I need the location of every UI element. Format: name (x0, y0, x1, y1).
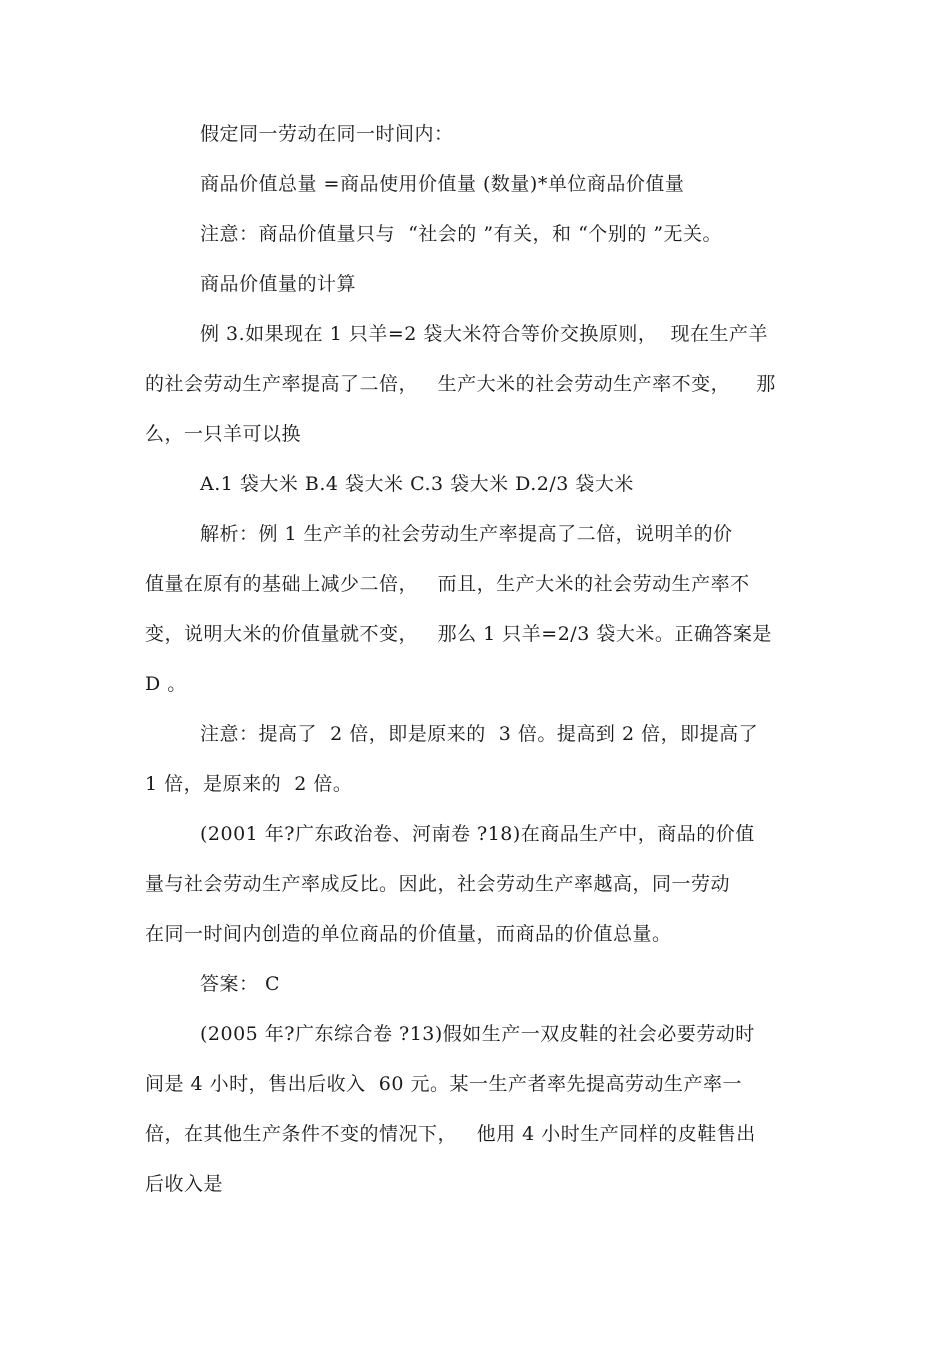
question-2001-line-2: 量与社会劳动生产率成反比。因此，社会劳动生产率越高，同一劳动 (145, 873, 731, 895)
note-line: 注意：商品价值量只与 “社会的 ”有关，和 “个别的 ”无关。 (200, 223, 723, 245)
question-2001-line-1: (2001 年?广东政治卷、河南卷 ?18)在商品生产中，商品的价值 (200, 823, 755, 845)
question-2005-line-1: (2005 年?广东综合卷 ?13)假如生产一双皮鞋的社会必要劳动时 (200, 1023, 755, 1045)
question-2005-line-2: 间是 4 小时，售出后收入 60 元。某一生产者率先提高劳动生产率一 (145, 1073, 742, 1095)
analysis-line-2: 值量在原有的基础上减少二倍， 而且，生产大米的社会劳动生产率不 (145, 573, 750, 595)
example-line-2: 的社会劳动生产率提高了二倍， 生产大米的社会劳动生产率不变， 那 (145, 373, 776, 395)
analysis-line-4: D 。 (145, 673, 187, 695)
question-2005-line-3: 倍，在其他生产条件不变的情况下， 他用 4 小时生产同样的皮鞋售出 (145, 1123, 756, 1145)
question-2001-line-3: 在同一时间内创造的单位商品的价值量，而商品的价值总量。 (145, 923, 672, 945)
analysis-line-3: 变，说明大米的价值量就不变， 那么 1 只羊=2/3 袋大米。正确答案是 (145, 623, 772, 645)
premise-line: 假定同一劳动在同一时间内： (200, 123, 454, 145)
section-heading: 商品价值量的计算 (200, 273, 357, 295)
question-2005-line-4: 后收入是 (145, 1173, 224, 1195)
answer-line: 答案： C (200, 973, 281, 995)
note-2-line-2: 1 倍，是原来的 2 倍。 (145, 773, 353, 795)
formula-line: 商品价值总量 =商品使用价值量 (数量)*单位商品价值量 (200, 173, 685, 195)
example-line-1: 例 3.如果现在 1 只羊=2 袋大米符合等价交换原则， 现在生产羊 (200, 323, 768, 345)
note-2-line-1: 注意：提高了 2 倍，即是原来的 3 倍。提高到 2 倍，即提高了 (200, 723, 759, 745)
options-line: A.1 袋大米 B.4 袋大米 C.3 袋大米 D.2/3 袋大米 (200, 473, 634, 495)
example-line-3: 么，一只羊可以换 (145, 423, 302, 445)
analysis-line-1: 解析：例 1 生产羊的社会劳动生产率提高了二倍，说明羊的价 (200, 523, 733, 545)
